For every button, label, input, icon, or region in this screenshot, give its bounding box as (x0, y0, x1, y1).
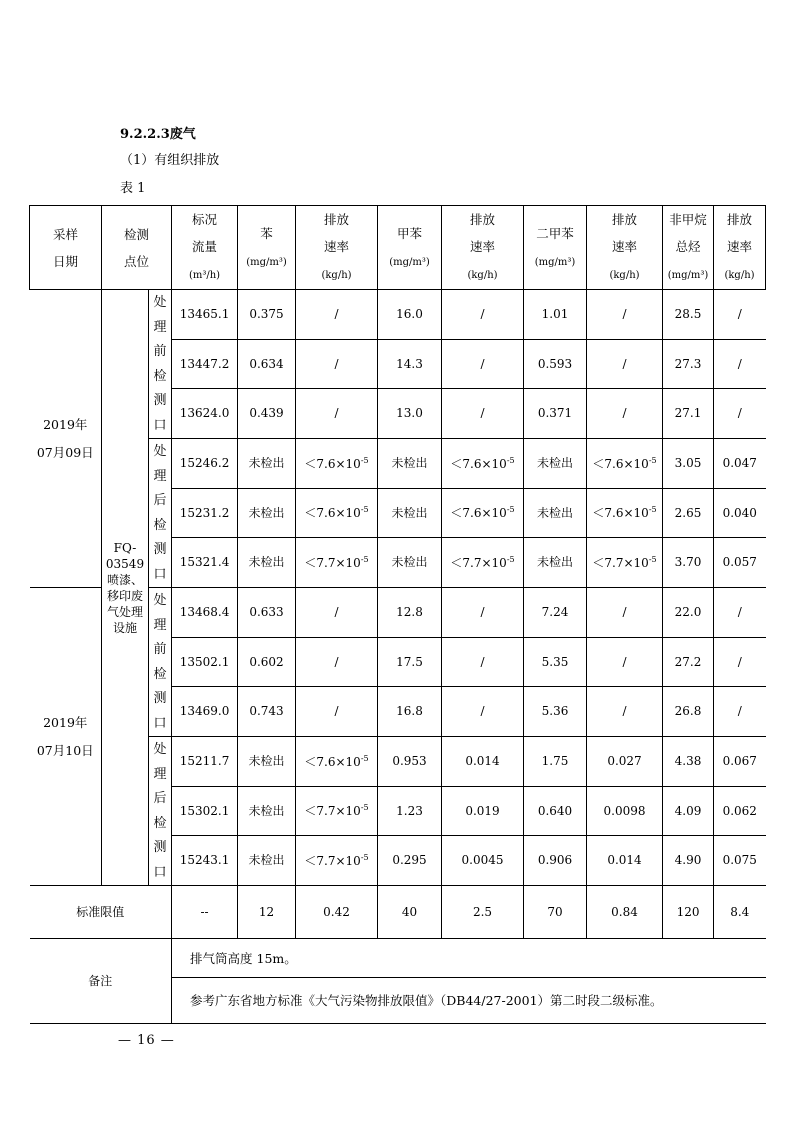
data-cell: $<7.6\times 10^{-5}$ (296, 439, 378, 489)
data-cell: / (714, 290, 766, 340)
data-cell: 16.8 (378, 687, 442, 737)
data-cell: / (587, 290, 663, 340)
data-cell: / (587, 339, 663, 389)
data-cell: 15321.4 (172, 538, 238, 588)
sampling-point: FQ-03549喷漆、移印废气处理设施 (102, 290, 149, 886)
data-cell: 15246.2 (172, 439, 238, 489)
data-cell: 未检出 (238, 786, 296, 836)
data-cell: / (442, 588, 524, 638)
data-cell: 未检出 (238, 439, 296, 489)
data-cell: 4.09 (663, 786, 714, 836)
data-cell: 0.0045 (442, 836, 524, 886)
header-rate-nmhc: 排放 速率 (kg/h) (714, 206, 766, 290)
data-cell: 0.040 (714, 488, 766, 538)
data-cell: 15211.7 (172, 737, 238, 787)
header-rate-toluene: 排放 速率 (kg/h) (442, 206, 524, 290)
data-cell: 27.3 (663, 339, 714, 389)
data-cell: / (587, 637, 663, 687)
table-header-row (30, 206, 766, 290)
data-cell: 14.3 (378, 339, 442, 389)
page-number: — 16 — (118, 1033, 175, 1048)
header-nmhc: 非甲烷 总烃 (mg/m³) (663, 206, 714, 290)
data-cell: $<7.6\times 10^{-5}$ (442, 488, 524, 538)
data-cell: 0.0098 (587, 786, 663, 836)
data-cell: / (587, 687, 663, 737)
data-cell: 0.057 (714, 538, 766, 588)
data-cell: 未检出 (378, 488, 442, 538)
data-cell: / (714, 389, 766, 439)
data-cell: 0.439 (238, 389, 296, 439)
data-cell: 未检出 (378, 538, 442, 588)
data-cell: 13468.4 (172, 588, 238, 638)
data-cell: 13465.1 (172, 290, 238, 340)
data-cell: 2.65 (663, 488, 714, 538)
standard-value: 0.84 (587, 886, 663, 939)
table-label: 表 1 (120, 181, 146, 196)
header-rate-xylene: 排放 速率 (kg/h) (587, 206, 663, 290)
data-cell: 0.743 (238, 687, 296, 737)
data-cell: 0.019 (442, 786, 524, 836)
table-body (30, 290, 766, 886)
data-cell: $<7.7\times 10^{-5}$ (296, 786, 378, 836)
data-cell: / (442, 687, 524, 737)
data-cell: $<7.6\times 10^{-5}$ (296, 737, 378, 787)
standard-value: 8.4 (714, 886, 766, 939)
standard-label: 标准限值 (30, 886, 172, 939)
data-cell: 0.640 (524, 786, 587, 836)
data-cell: 5.36 (524, 687, 587, 737)
data-cell: / (296, 637, 378, 687)
data-cell: 0.953 (378, 737, 442, 787)
data-cell: 0.906 (524, 836, 587, 886)
data-cell: 15231.2 (172, 488, 238, 538)
data-cell: / (714, 637, 766, 687)
data-cell: 未检出 (238, 538, 296, 588)
standard-value: 0.42 (296, 886, 378, 939)
data-cell: / (714, 339, 766, 389)
standard-value: 120 (663, 886, 714, 939)
data-cell: 5.35 (524, 637, 587, 687)
standard-value: 40 (378, 886, 442, 939)
data-cell: 0.047 (714, 439, 766, 489)
sample-date: 2019年 07月10日 (30, 588, 102, 886)
table-row (30, 290, 766, 340)
emission-table (29, 205, 766, 1024)
before-treatment-label: 处 理 前 检 测 口 (149, 588, 172, 737)
data-cell: 17.5 (378, 637, 442, 687)
header-rate-benzene: 排放 速率 (kg/h) (296, 206, 378, 290)
data-cell: $<7.6\times 10^{-5}$ (296, 488, 378, 538)
data-cell: / (296, 389, 378, 439)
data-cell: 未检出 (378, 439, 442, 489)
data-cell: 0.602 (238, 637, 296, 687)
data-cell: 13447.2 (172, 339, 238, 389)
remarks-label: 备注 (30, 939, 172, 1024)
data-cell: 4.90 (663, 836, 714, 886)
data-cell: / (442, 389, 524, 439)
data-cell: / (587, 588, 663, 638)
data-cell: 27.1 (663, 389, 714, 439)
data-cell: / (296, 339, 378, 389)
data-cell: 12.8 (378, 588, 442, 638)
remarks-row (30, 939, 766, 978)
after-treatment-label: 处 理 后 检 测 口 (149, 737, 172, 886)
standard-value: 70 (524, 886, 587, 939)
data-cell: 15302.1 (172, 786, 238, 836)
before-treatment-label: 处 理 前 检 测 口 (149, 290, 172, 439)
data-cell: 未检出 (238, 488, 296, 538)
data-cell: 1.75 (524, 737, 587, 787)
data-cell: 0.062 (714, 786, 766, 836)
data-cell: / (714, 588, 766, 638)
data-cell: 未检出 (524, 439, 587, 489)
remark-line: 参考广东省地方标准《大气污染物排放限值》（DB44/27-2001）第二时段二级标准。 (172, 978, 766, 1024)
data-cell: / (296, 687, 378, 737)
data-cell: / (442, 637, 524, 687)
data-cell: 4.38 (663, 737, 714, 787)
data-cell: 7.24 (524, 588, 587, 638)
data-cell: / (296, 588, 378, 638)
data-cell: 3.70 (663, 538, 714, 588)
standard-value: -- (172, 886, 238, 939)
data-cell: 0.075 (714, 836, 766, 886)
data-cell: $<7.7\times 10^{-5}$ (296, 836, 378, 886)
header-toluene: 甲苯 (mg/m³) (378, 206, 442, 290)
data-cell: 13469.0 (172, 687, 238, 737)
data-cell: / (442, 339, 524, 389)
data-cell: $<7.6\times 10^{-5}$ (587, 488, 663, 538)
data-cell: $<7.7\times 10^{-5}$ (296, 538, 378, 588)
data-cell: 0.027 (587, 737, 663, 787)
data-cell: $<7.6\times 10^{-5}$ (587, 439, 663, 489)
data-cell: 未检出 (524, 488, 587, 538)
data-cell: 未检出 (524, 538, 587, 588)
sample-date: 2019年 07月09日 (30, 290, 102, 588)
after-treatment-label: 处 理 后 检 测 口 (149, 439, 172, 588)
data-cell: 0.634 (238, 339, 296, 389)
header-date: 采样 日期 (30, 206, 102, 290)
data-cell: 0.593 (524, 339, 587, 389)
data-cell: 0.067 (714, 737, 766, 787)
data-cell: 16.0 (378, 290, 442, 340)
header-point: 检测 点位 (102, 206, 172, 290)
data-cell: 0.375 (238, 290, 296, 340)
subsection-title: （1）有组织排放 (120, 153, 220, 168)
data-cell: $<7.6\times 10^{-5}$ (442, 439, 524, 489)
header-flow: 标况 流量 (m³/h) (172, 206, 238, 290)
data-cell: 1.23 (378, 786, 442, 836)
data-cell: 0.014 (587, 836, 663, 886)
data-cell: 未检出 (238, 836, 296, 886)
data-cell: 0.371 (524, 389, 587, 439)
data-cell: 22.0 (663, 588, 714, 638)
standard-value: 12 (238, 886, 296, 939)
remark-line: 排气筒高度 15m。 (172, 939, 766, 978)
data-cell: 15243.1 (172, 836, 238, 886)
standard-row (30, 886, 766, 939)
data-cell: $<7.7\times 10^{-5}$ (587, 538, 663, 588)
data-cell: / (714, 687, 766, 737)
header-benzene: 苯 (mg/m³) (238, 206, 296, 290)
standard-value: 2.5 (442, 886, 524, 939)
data-cell: 13502.1 (172, 637, 238, 687)
data-cell: 3.05 (663, 439, 714, 489)
data-cell: 0.295 (378, 836, 442, 886)
data-cell: 13624.0 (172, 389, 238, 439)
data-cell: / (442, 290, 524, 340)
section-title: 9.2.2.3废气 (120, 127, 196, 142)
data-cell: 0.633 (238, 588, 296, 638)
data-cell: 27.2 (663, 637, 714, 687)
data-cell: 28.5 (663, 290, 714, 340)
data-cell: $<7.7\times 10^{-5}$ (442, 538, 524, 588)
data-cell: 未检出 (238, 737, 296, 787)
data-cell: 0.014 (442, 737, 524, 787)
data-cell: / (296, 290, 378, 340)
data-cell: 26.8 (663, 687, 714, 737)
data-cell: / (587, 389, 663, 439)
header-xylene: 二甲苯 (mg/m³) (524, 206, 587, 290)
data-cell: 1.01 (524, 290, 587, 340)
data-cell: 13.0 (378, 389, 442, 439)
